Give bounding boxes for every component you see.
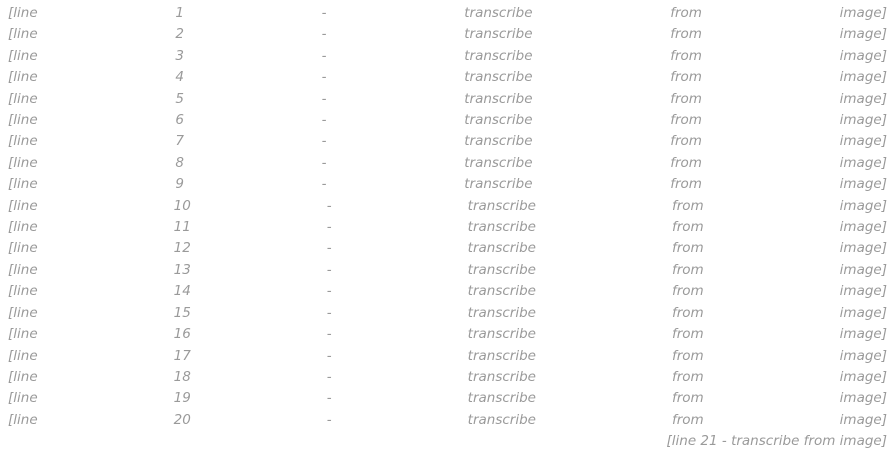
notice-line: [line 15 - transcribe from image] bbox=[8, 304, 887, 321]
notice-line: [line 8 - transcribe from image] bbox=[8, 154, 887, 171]
notice-line: [line 20 - transcribe from image] bbox=[8, 411, 887, 428]
notice-line: [line 4 - transcribe from image] bbox=[8, 69, 887, 86]
notice-line: [line 13 - transcribe from image] bbox=[8, 261, 887, 278]
notice-line: [line 16 - transcribe from image] bbox=[8, 326, 887, 343]
notice-line: [line 2 - transcribe from image] bbox=[8, 26, 887, 43]
notice-line: [line 14 - transcribe from image] bbox=[8, 283, 887, 300]
notice-line-final: [line 21 - transcribe from image] bbox=[666, 433, 887, 450]
notice-line: [line 1 - transcribe from image] bbox=[8, 5, 887, 21]
notice-line: [line 5 - transcribe from image] bbox=[8, 90, 887, 107]
notice-line: [line 19 - transcribe from image] bbox=[8, 390, 887, 407]
notice-line: [line 11 - transcribe from image] bbox=[8, 219, 887, 236]
notice-line: [line 12 - transcribe from image] bbox=[8, 240, 887, 257]
notice-line: [line 3 - transcribe from image] bbox=[8, 47, 887, 64]
notice-line: [line 10 - transcribe from image] bbox=[8, 197, 887, 214]
notice-line: [line 9 - transcribe from image] bbox=[8, 176, 887, 193]
notice-line: [line 7 - transcribe from image] bbox=[8, 133, 887, 150]
notice-line: [line 18 - transcribe from image] bbox=[8, 368, 887, 385]
notice-line: [line 6 - transcribe from image] bbox=[8, 112, 887, 129]
notice-line: [line 17 - transcribe from image] bbox=[8, 347, 887, 364]
